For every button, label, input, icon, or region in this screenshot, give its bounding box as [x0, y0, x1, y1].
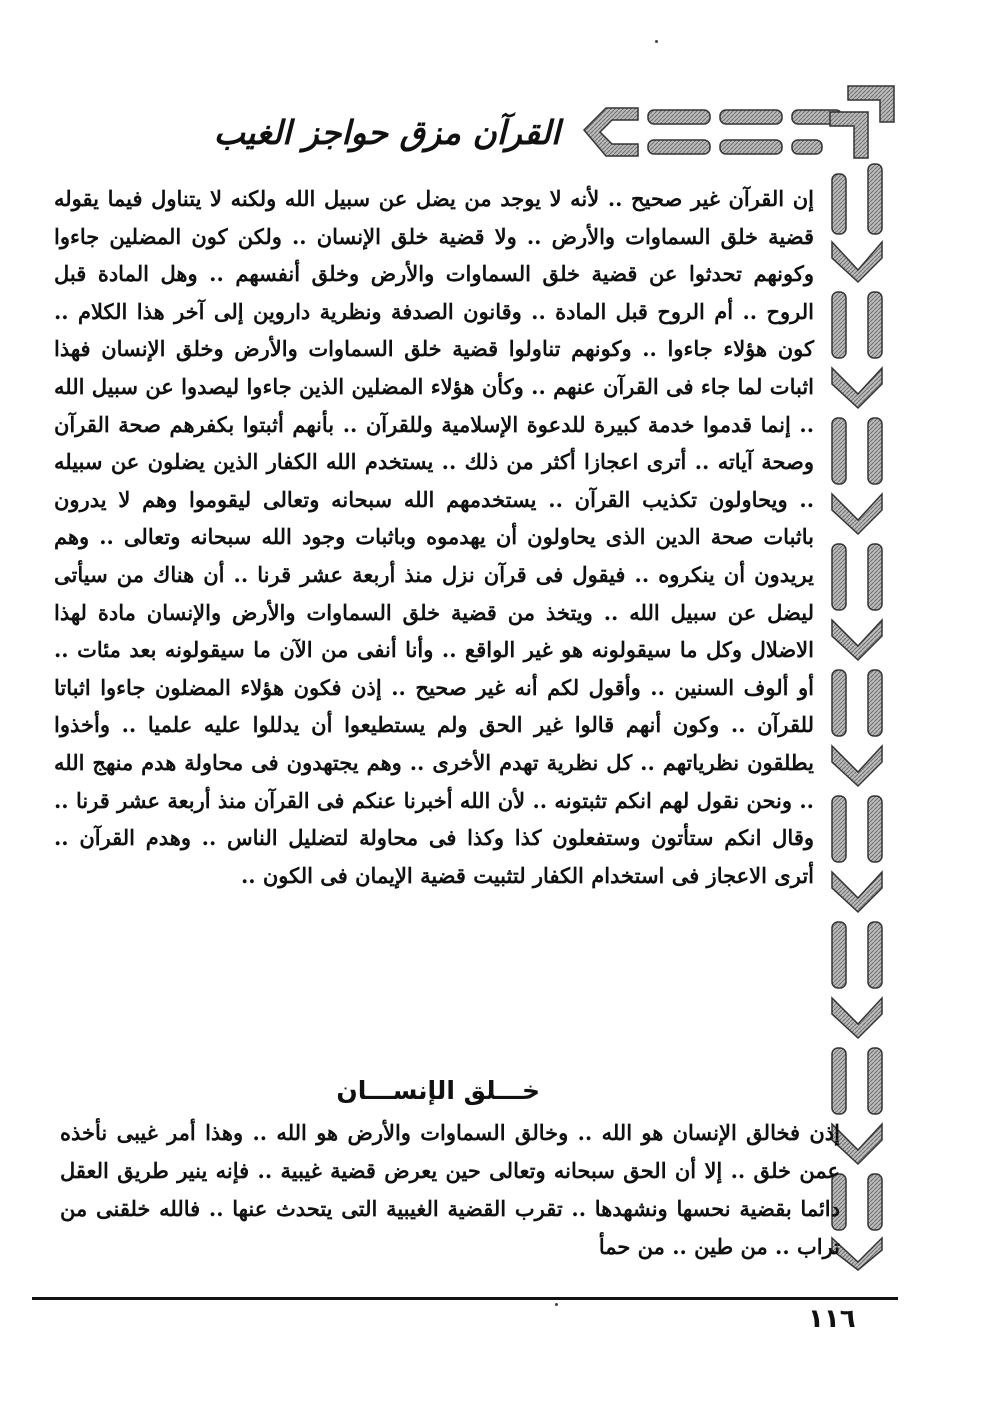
- paragraph-text: إذن فخالق الإنسان هو الله .. وخالق السماوات والأرض هو الله .. وهذا أمر غيبى نأخذه عمن خلق .. إلا أن الحق سبحانه وتعالى حين يعرض قضية غيبية .. فإنه ينير طريق العقل دائما بقضية نحسها ونشهدها .. تقرب القضية الغيبية التى يتحدث عنها .. فالله خلقنى من تراب .. من طين .. من حمأ: [60, 1120, 840, 1259]
- body-paragraph: [54, 180, 814, 894]
- scan-speck: [555, 1303, 558, 1306]
- page-number: ١١٦: [808, 1304, 856, 1334]
- page-title: القرآن مزق حواجز الغيب: [213, 113, 560, 152]
- section-heading: خـــلق الإنســـان: [336, 1076, 540, 1105]
- paragraph-text: إن القرآن غير صحيح .. لأنه لا يوجد من يضل عن سبيل الله ولكنه لا يتناول فيما يقوله قضية خلق السماوات والأرض .. ولا قضية خلق الإنسان .. ولكن كون المضلين جاءوا وكونهم تحدثوا عن قضية خلق السماوات والأرض وخلق أنفسهم .. وهل المادة قبل الروح .. أم الروح قبل المادة .. وقانون الصدفة ونظرية داروين إلى آخر هذا الكلام .. كون هؤلاء جاءوا .. وكونهم تناولوا قضية خلق السماوات والأرض وخلق الإنسان فهذا اثبات لما جاء فى القرآن عنهم .. وكأن هؤلاء المضلين الذين جاءوا ليصدوا عن سبيل الله .. إنما قدموا خدمة كبيرة للدعوة الإسلامية وللقرآن .. بأنهم أثبتوا بكفرهم صحة القرآن وصحة آياته .. أترى اعجازا أكثر من ذلك .. يستخدم الله الكفار الذين يضلون عن سبيله .. ويحاولون تكذيب القرآن .. يستخدمهم الله سبحانه وتعالى ليقوموا وهم لا يدرون باثبات صحة الدين الذى يحاولون أن يهدموه وباثبات وجود الله سبحانه وتعالى .. وهم يريدون أن ينكروه .. فيقول فى قرآن نزل منذ أربعة عشر قرنا .. أن هناك من سيأتى ليضل عن سبيل الله .. ويتخذ من قضية خلق السماوات والأرض والإنسان مادة لهذا الاضلال وكل ما سيقولونه هو غير الواقع .. وأنا أنفى من الآن ما سيقولونه بعد مئات .. أو ألوف السنين .. وأقول لكم أنه غير صحيح .. إذن فكون هؤلاء المضلون جاءوا اثباتا للقرآن .. وكون أنهم قالوا غير الحق ولم يستطيعوا أن يدللوا عليه علميا .. وأخذوا يطلقون نظرياتهم .. كل نظرية تهدم الأخرى .. وهم يجتهدون فى محاولة هدم منهج الله .. ونحن نقول لهم انكم تثبتونه .. لأن الله أخبرنا عنكم فى القرآن منذ أربعة عشر قرنا .. وقال انكم ستأتون وستفعلون كذا وكذا فى محاولة لتضليل الناس .. وهدم القرآن .. أترى الاعجاز فى استخدام الكفار لتثبيت قضية الإيمان فى الكون ..: [54, 186, 814, 888]
- section-paragraph: [60, 1114, 840, 1266]
- scan-speck: [655, 40, 658, 43]
- footer-rule: [32, 1297, 898, 1300]
